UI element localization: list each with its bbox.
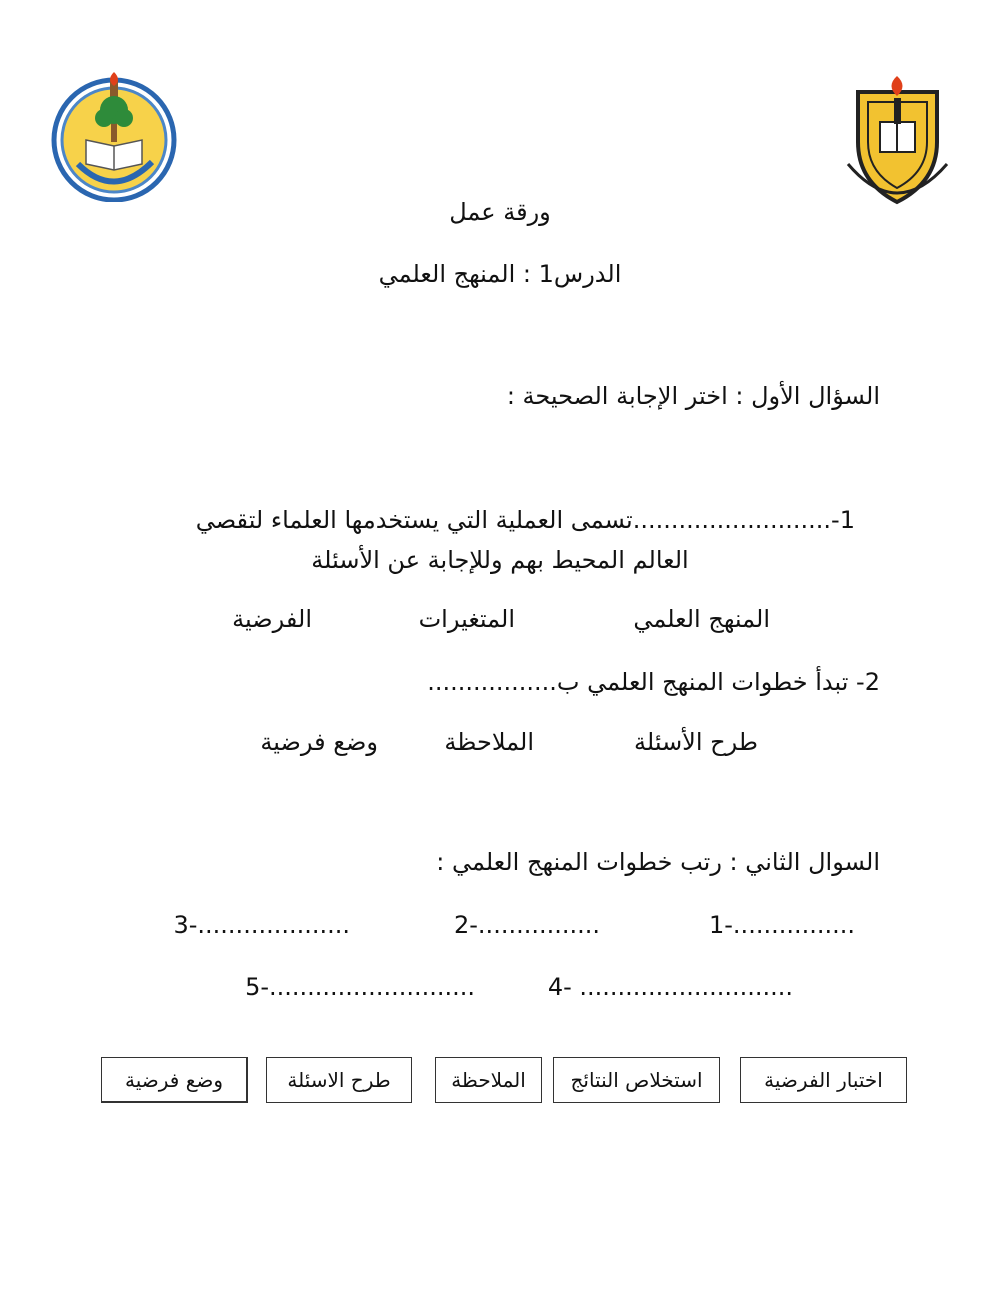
question1-item2: 2- تبدأ خطوات المنهج العلمي ب................. — [427, 668, 880, 696]
question2-heading: السوال الثاني : رتب خطوات المنهج العلمي : — [436, 848, 880, 876]
item2-option[interactable]: وضع فرضية — [260, 728, 378, 756]
word-bank-card[interactable]: اختبار الفرضية — [740, 1057, 907, 1103]
word-bank-card[interactable]: استخلاص النتائج — [553, 1057, 720, 1103]
question1-item1-line1: 1-..........................تسمى العملية التي يستخدمها العلماء لتقصي — [195, 506, 855, 534]
item2-option[interactable]: الملاحظة — [444, 728, 534, 756]
item1-option[interactable]: الفرضية — [232, 605, 312, 633]
order-blank-4[interactable]: 4- ............................ — [547, 973, 793, 1001]
word-bank-card[interactable]: وضع فرضية — [101, 1057, 248, 1103]
order-blank-5[interactable]: 5-........................... — [245, 973, 475, 1001]
order-blank-1[interactable]: 1-................ — [709, 911, 855, 939]
school-logo-left — [48, 72, 180, 202]
word-bank-card[interactable]: طرح الاسئلة — [266, 1057, 412, 1103]
question1-heading: السؤال الأول : اختر الإجابة الصحيحة : — [506, 382, 880, 410]
lesson-title: الدرس1 : المنهج العلمي — [378, 260, 622, 288]
school-logo-right — [840, 72, 955, 212]
worksheet-title: ورقة عمل — [449, 198, 551, 226]
item1-option[interactable]: المتغيرات — [418, 605, 515, 633]
word-bank-card[interactable]: الملاحظة — [435, 1057, 542, 1103]
item2-option[interactable]: طرح الأسئلة — [634, 728, 758, 756]
order-blank-3[interactable]: 3-.................... — [173, 911, 350, 939]
question1-item1-line2: العالم المحيط بهم وللإجابة عن الأسئلة — [311, 546, 689, 574]
order-blank-2[interactable]: 2-................ — [454, 911, 600, 939]
item1-option[interactable]: المنهج العلمي — [633, 605, 770, 633]
